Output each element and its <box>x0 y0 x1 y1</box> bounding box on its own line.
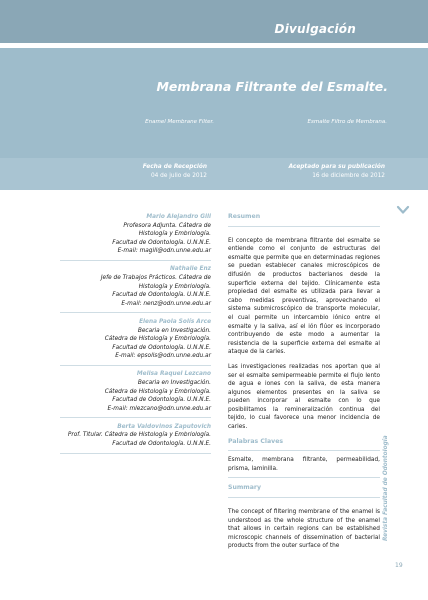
header-band <box>0 0 428 43</box>
author-affiliation: Profesora Adjunta. Cátedra de <box>123 222 211 229</box>
author-divider <box>60 453 211 454</box>
summary-paragraph: The concept of filtering membrane of the enamel is understood as the whole structure of the enamel that allows in certain regions can be established microscopic channels of dissemination of bacterial products from the outer surface of the <box>228 509 380 550</box>
section-rule <box>228 226 380 227</box>
keywords-heading: Palabras Claves <box>228 437 284 445</box>
author-divider <box>60 417 211 418</box>
title-band <box>0 48 428 158</box>
author-affiliation: Histología y Embriología. <box>138 283 211 290</box>
author-affiliation: Histología y Embriología. <box>138 231 211 238</box>
received-label: Fecha de Recepción <box>142 164 207 170</box>
authors-column <box>60 213 211 454</box>
author-affiliation: Cátedra de Histología y Embriología. <box>104 336 211 343</box>
author-name: Mario Alejandro Gili <box>146 214 211 220</box>
author-email: E-mail: epsolis@odn.unne.edu.ar <box>115 353 211 360</box>
keywords-text: Esmalte, membrana filtrante, permeabilidad, prisma, laminilla. <box>228 457 380 472</box>
author-name: Nathalie Enz <box>170 266 211 273</box>
section-rule <box>228 450 380 451</box>
author-affiliation: Prof. Titular. Cátedra de Histología y Embriología. <box>67 432 211 439</box>
author-affiliation: Facultad de Odontología. U.N.N.E. <box>112 344 211 351</box>
author-affiliation: Becaria en Investigación. <box>137 327 211 334</box>
subtitle-english: Enamel Membrane Filter. <box>145 119 214 125</box>
accepted-label: Aceptado para su publicación <box>288 164 385 170</box>
author-affiliation: Cátedra de Histología y Embriología. <box>104 388 211 395</box>
summary-heading: Summary <box>228 484 262 492</box>
section-label: Divulgación <box>274 22 356 36</box>
subtitle-spanish: Esmalte Filtro de Membrana. <box>307 119 387 125</box>
journal-name-vertical: Revista Facultad de Odontología <box>383 435 389 541</box>
author-affiliation: Becaria en Investigación. <box>137 380 211 386</box>
abstract-column <box>228 213 380 557</box>
author-affiliation: Facultad de Odontología. U.N.N.E. <box>112 441 211 448</box>
author-email: E-mail: mlezcano@odn.unne.edu.ar <box>107 405 211 412</box>
chevron-down-icon <box>396 204 410 216</box>
resumen-paragraph: Las investigaciones realizadas nos aportan que al ser el esmalte semipermeable permite el flujo lento de agua e iones con la saliva, de esta manera algunos elementos presentes en la saliva se pueden incorporar al esmalte con lo que posibilitamos la remineralización continua del tejido, lo cual favorece una menor incidencia de caries. <box>228 363 380 431</box>
page-number: 19 <box>395 562 403 569</box>
section-rule <box>228 477 380 478</box>
received-date: 04 de julio de 2012 <box>150 173 207 179</box>
author-name: Melisa Raquel Lezcano <box>136 371 211 378</box>
author-affiliation: Facultad de Odontología. U.N.N.E. <box>112 292 211 299</box>
author-affiliation: Jefe de Trabajos Prácticos. Cátedra de <box>100 275 211 282</box>
article-title: Membrana Filtrante del Esmalte. <box>156 79 388 94</box>
author-email: E-mail: magili@odn.unne.edu.ar <box>117 248 211 255</box>
author-name: Elena Paola Solís Arce <box>139 318 211 325</box>
section-rule <box>228 497 380 498</box>
author-name: Berta Valdovinos Zaputovich <box>117 423 211 430</box>
author-affiliation: Facultad de Odontología. U.N.N.E. <box>112 239 211 246</box>
author-divider <box>60 260 211 261</box>
resumen-paragraph: El concepto de membrana filtrante del esmalte se entiende como el conjunto de estructuras del esmalte que permite que en determinadas regiones se puedan establecer canales microscópicos de difusión de productos bacterianos desde la superficie externa del tejido. Clínicamente esta propiedad del esmalte es utilizada para llevar a cabo medidas preventivas, aprovechando el sistema submicroscópico de transporte molecular, el cual permite un intercambio iónico entre el esmalte y la saliva, así el ión flúor es incorporado contribuyendo de este modo a aumentar la resistencia de la superficie externa del esmalte al ataque de la caries. <box>228 237 380 356</box>
author-divider <box>60 312 211 313</box>
author-affiliation: Facultad de Odontología. U.N.N.E. <box>112 397 211 404</box>
author-email: E-mail: nenz@odn.unne.edu.ar <box>121 300 211 307</box>
accepted-date: 16 de diciembre de 2012 <box>312 173 385 179</box>
resumen-heading: Resumen <box>228 213 261 220</box>
author-divider <box>60 365 211 366</box>
